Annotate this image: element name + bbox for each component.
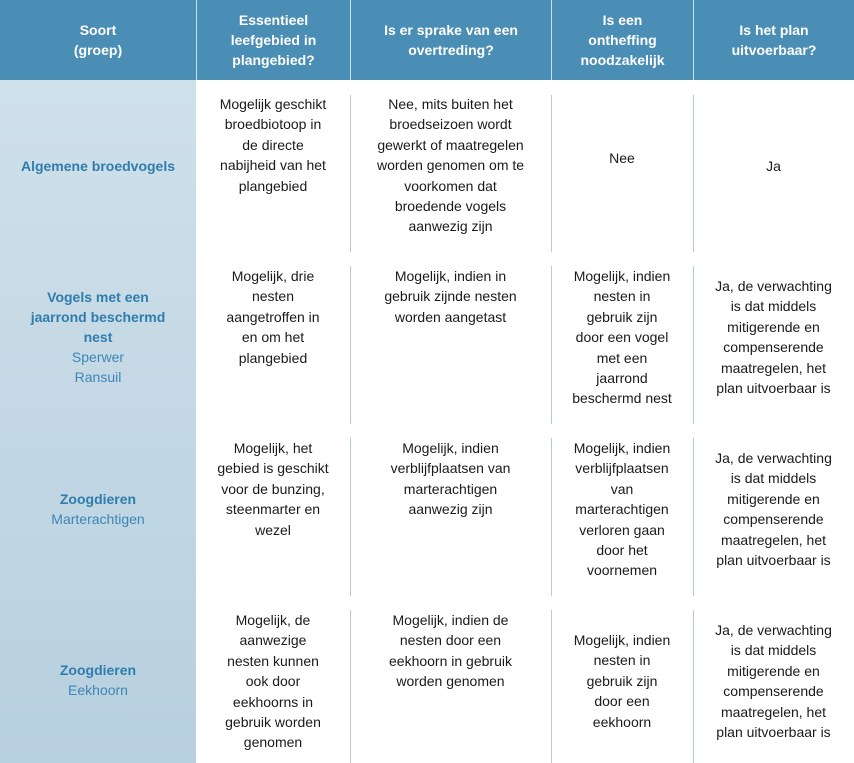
uitvoerbaar-cell: Ja, de verwachting is dat middels mitigerende en compenserende maatregelen, het plan uitvoerbaar is (715, 278, 832, 397)
column-divider (693, 610, 694, 763)
overtreding-cell: Mogelijk, indien de nesten door een eekhoorn in gebruik worden genomen (389, 612, 512, 690)
leefgebied-cell: Mogelijk geschikt broedbiotoop in de directe nabijheid van het plangebied (219, 96, 327, 194)
species-cell (0, 80, 196, 252)
uitvoerbaar-cell: Ja (766, 157, 781, 174)
species-examples: Sperwer Ransuil (71, 349, 125, 385)
column-divider (693, 266, 694, 424)
overtreding-cell: Mogelijk, indien verblijfplaatsen van marterachtigen aanwezig zijn (390, 440, 511, 518)
ontheffing-cell: Mogelijk, indien nesten in gebruik zijn door een eekhoorn (573, 632, 671, 730)
header-uitvoerbaar: Is het plan uitvoerbaar? (693, 0, 854, 80)
species-name: Zoogdieren (59, 662, 137, 678)
uitvoerbaar-cell: Ja, de verwachting is dat middels mitigerende en compenserende maatregelen, het plan uitvoerbaar is (715, 622, 832, 741)
column-divider (551, 610, 552, 763)
column-divider (350, 610, 351, 763)
table-row (0, 424, 854, 596)
column-divider (693, 438, 694, 596)
species-name: Zoogdieren (59, 491, 137, 507)
table-header (0, 0, 854, 80)
species-name: Vogels met een jaarrond beschermd nest (30, 289, 166, 345)
column-divider (350, 438, 351, 596)
header-leefgebied: Essentieel leefgebied in plangebied? (196, 0, 350, 80)
table-row (0, 80, 854, 252)
ontheffing-cell: Mogelijk, indien verblijfplaatsen van marterachtigen verloren gaan door het voornemen (573, 440, 671, 579)
overtreding-cell: Nee, mits buiten het broedseizoen wordt gewerkt of maatregelen worden genomen om te voorkomen dat broedende vogels aanwezig zijn (376, 96, 525, 235)
header-ontheffing: Is een ontheffing noodzakelijk (551, 0, 693, 80)
uitvoerbaar-cell: Ja, de verwachting is dat middels mitigerende en compenserende maatregelen, het plan uitvoerbaar is (715, 450, 832, 569)
column-divider (693, 95, 694, 252)
species-cell (0, 424, 196, 596)
table-row (0, 252, 854, 424)
header-soort: Soort (groep) (73, 22, 123, 58)
column-divider (350, 95, 351, 252)
species-cell (0, 596, 196, 763)
ontheffing-cell: Mogelijk, indien nesten in gebruik zijn door een vogel met een jaarrond beschermd nest (572, 268, 672, 407)
column-divider (551, 95, 552, 252)
ontheffing-cell: Nee (609, 149, 635, 166)
header-overtreding: Is er sprake van een overtreding? (350, 0, 551, 80)
leefgebied-cell: Mogelijk, drie nesten aangetroffen in en om het plangebied (226, 268, 320, 366)
species-examples: Eekhoorn (68, 682, 128, 698)
column-divider (551, 438, 552, 596)
species-cell (0, 252, 196, 424)
column-divider (551, 266, 552, 424)
column-divider (350, 266, 351, 424)
leefgebied-cell: Mogelijk, het gebied is geschikt voor de bunzing, steenmarter en wezel (217, 440, 329, 538)
table-row (0, 596, 854, 763)
leefgebied-cell: Mogelijk, de aanwezige nesten kunnen ook door eekhoorns in gebruik worden genomen (225, 612, 321, 751)
species-examples: Marterachtigen (51, 511, 145, 527)
species-name: Algemene broedvogels (20, 158, 176, 174)
overtreding-cell: Mogelijk, indien in gebruik zijnde nesten worden aangetast (384, 268, 517, 325)
